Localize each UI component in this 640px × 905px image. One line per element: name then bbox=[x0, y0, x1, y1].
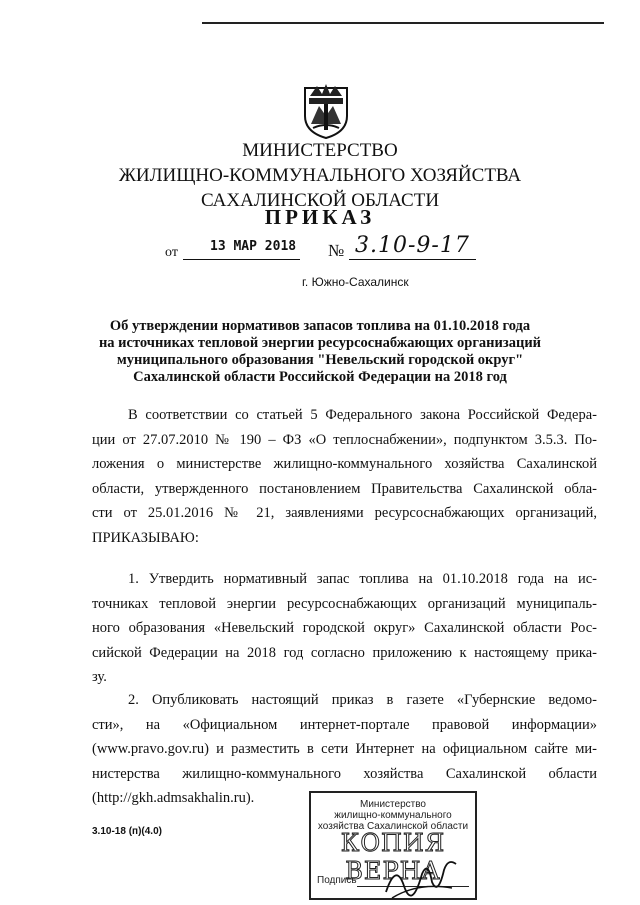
stamp-line: хозяйства Сахалинской области bbox=[317, 821, 469, 832]
ministry-name bbox=[0, 138, 640, 213]
title-line: на источниках тепловой энергии ресурсоснабжающих организаций bbox=[98, 335, 542, 351]
ministry-line: ЖИЛИЩНО-КОММУНАЛЬНОГО ХОЗЯЙСТВА bbox=[118, 165, 522, 186]
item-line: 2. Опубликовать настоящий приказ в газете «Губернские ведомо- bbox=[128, 692, 597, 708]
item-line: 1. Утвердить нормативный запас топлива на 01.10.2018 года на ис- bbox=[128, 571, 597, 587]
item-1 bbox=[92, 567, 597, 690]
title-line: Об утверждении нормативов запасов топлива на 01.10.2018 года bbox=[109, 318, 531, 334]
date-underline bbox=[183, 259, 300, 260]
footer-code: 3.10-18 (п)(4.0) bbox=[92, 826, 162, 837]
item-line: сти», на «Официальном интернет-портале правовой информации» bbox=[92, 716, 597, 733]
stamp-line: Министерство bbox=[360, 799, 426, 810]
top-rule bbox=[202, 22, 604, 24]
signature-label: Подпись bbox=[317, 875, 357, 886]
stamp-title: КОПИЯ ВЕРНА bbox=[340, 829, 446, 885]
ministry-line: САХАЛИНСКОЙ ОБЛАСТИ bbox=[200, 190, 440, 211]
item-line: зу. bbox=[92, 669, 107, 685]
document-type: ПРИКАЗ bbox=[264, 205, 376, 229]
item-line: сийской Федерации на 2018 год согласно приложению к настоящему прика- bbox=[92, 644, 597, 661]
ministry-line: МИНИСТЕРСТВО bbox=[242, 140, 398, 161]
date-label: от bbox=[165, 245, 178, 260]
preamble-line: ложения о министерстве жилищно-коммунального хозяйства Сахалинской bbox=[92, 456, 597, 472]
title-line: муниципального образования "Невельский городской округ" bbox=[116, 352, 524, 368]
item-line: (www.pravo.gov.ru) и разместить в сети Интернет на официальном сайте ми- bbox=[92, 741, 597, 757]
stamp-line: жилищно-коммунального bbox=[334, 810, 452, 821]
number-label: № bbox=[328, 241, 345, 260]
item-line: (http://gkh.admsakhalin.ru). bbox=[92, 790, 255, 806]
preamble-line: сти от 25.01.2016 № 21, заявлениями ресурсоснабжающих организаций, bbox=[92, 505, 597, 521]
handwritten-signature bbox=[382, 852, 462, 902]
preamble-line: В соответствии со статьей 5 Федерального закона Российской Федера- bbox=[128, 407, 597, 423]
title-line: Сахалинской области Российской Федерации на 2018 год bbox=[133, 369, 507, 385]
sakhalin-coat-of-arms-icon bbox=[301, 82, 351, 140]
item-line: точниках тепловой энергии ресурсоснабжающих организаций муниципаль- bbox=[92, 595, 597, 612]
order-word: ПРИКАЗЫВАЮ: bbox=[92, 529, 199, 546]
item-line: ного образования «Невельский городской округ» Сахалинской области Рос- bbox=[92, 620, 597, 636]
preamble bbox=[92, 403, 597, 550]
preamble-line: области, утвержденного постановлением Правительства Сахалинской обла- bbox=[92, 480, 597, 497]
date-stamp: 13 МАР 2018 bbox=[210, 239, 297, 254]
city: г. Южно-Сахалинск bbox=[302, 275, 409, 289]
document-title bbox=[0, 318, 640, 386]
document-number: 3.10-9-17 bbox=[355, 233, 470, 258]
item-line: нистерства жилищно-коммунального хозяйства Сахалинской области bbox=[92, 765, 597, 782]
number-underline bbox=[349, 259, 476, 260]
preamble-line: ции от 27.07.2010 № 190 – ФЗ «О теплоснабжении», подпунктом 3.5.3. По- bbox=[92, 431, 597, 448]
